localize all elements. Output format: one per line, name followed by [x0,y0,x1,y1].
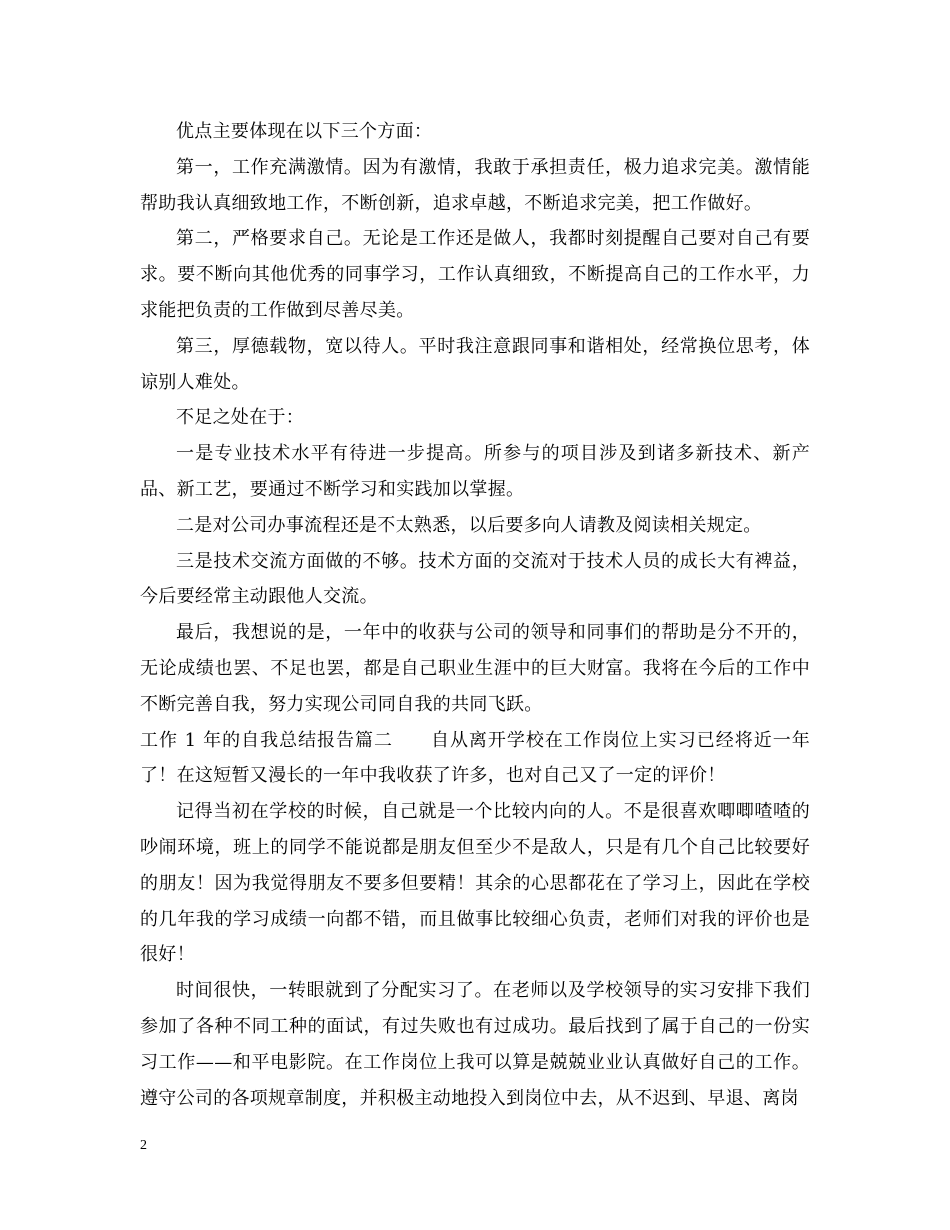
paragraph-internship: 时间很快，一转眼就到了分配实习了。在老师以及学校领导的实习安排下我们参加了各种不同工种的面试，有过失败也有过成功。最后找到了属于自己的一份实习工作——和平电影院。在工作岗位上我可以算是兢兢业业认真做好自己的工作。遵守公司的各项规章制度，并积极主动地投入到岗位中去，从不迟到、早退、离岗 [140,980,810,1109]
paragraph-first-point: 第一，工作充满激情。因为有激情，我敢于承担责任，极力追求完美。激情能帮助我认真细致地工作，不断创新，追求卓越，不断追求完美，把工作做好。 [140,156,810,214]
paragraph-shortcoming-three: 三是技术交流方面做的不够。技术方面的交流对于技术人员的成长大有裨益，今后要经常主动跟他人交流。 [140,550,810,608]
paragraph-shortcomings-intro: 不足之处在于： [176,407,305,429]
paragraph-shortcoming-one: 一是专业技术水平有待进一步提高。所参与的项目涉及到诸多新技术、新产品、新工艺，要通过不断学习和实践加以掌握。 [140,443,810,500]
paragraph-shortcoming-two: 二是对公司办事流程还是不太熟悉，以后要多向人请教及阅读相关规定。 [176,514,762,536]
document-body [140,114,810,1116]
paragraph-advantages-intro: 优点主要体现在以下三个方面： [176,121,433,142]
paragraph-third-point: 第三，厚德载物，宽以待人。平时我注意跟同事和谐相处，经常换位思考，体谅别人难处。 [140,335,810,393]
paragraph-school-memory: 记得当初在学校的时候，自己就是一个比较内向的人。不是很喜欢唧唧喳喳的吵闹环境，班上的同学不能说都是朋友但至少不是敌人，只是有几个自己比较要好的朋友！因为我觉得朋友不要多但要精！其余的心思都花在了学习上，因此在学校的几年我的学习成绩一向都不错，而且做事比较细心负责，老师们对我的评价也是很好！ [140,801,810,966]
paragraph-report-two-heading: 工作 1 年的自我总结报告篇二 自从离开学校在工作岗位上实习已经将近一年了！在这短暂又漫长的一年中我收获了许多，也对自己又了一定的评价！ [140,729,810,787]
page-number: 2 [140,1138,147,1153]
paragraph-second-point: 第二，严格要求自己。无论是工作还是做人，我都时刻提醒自己要对自己有要求。要不断向其他优秀的同事学习，工作认真细致，不断提高自己的工作水平，力求能把负责的工作做到尽善尽美。 [140,228,810,321]
paragraph-conclusion: 最后，我想说的是，一年中的收获与公司的领导和同事们的帮助是分不开的，无论成绩也罢、不足也罢，都是自己职业生涯中的巨大财富。我将在今后的工作中不断完善自我，努力实现公司同自我的共同飞跃。 [140,622,810,715]
